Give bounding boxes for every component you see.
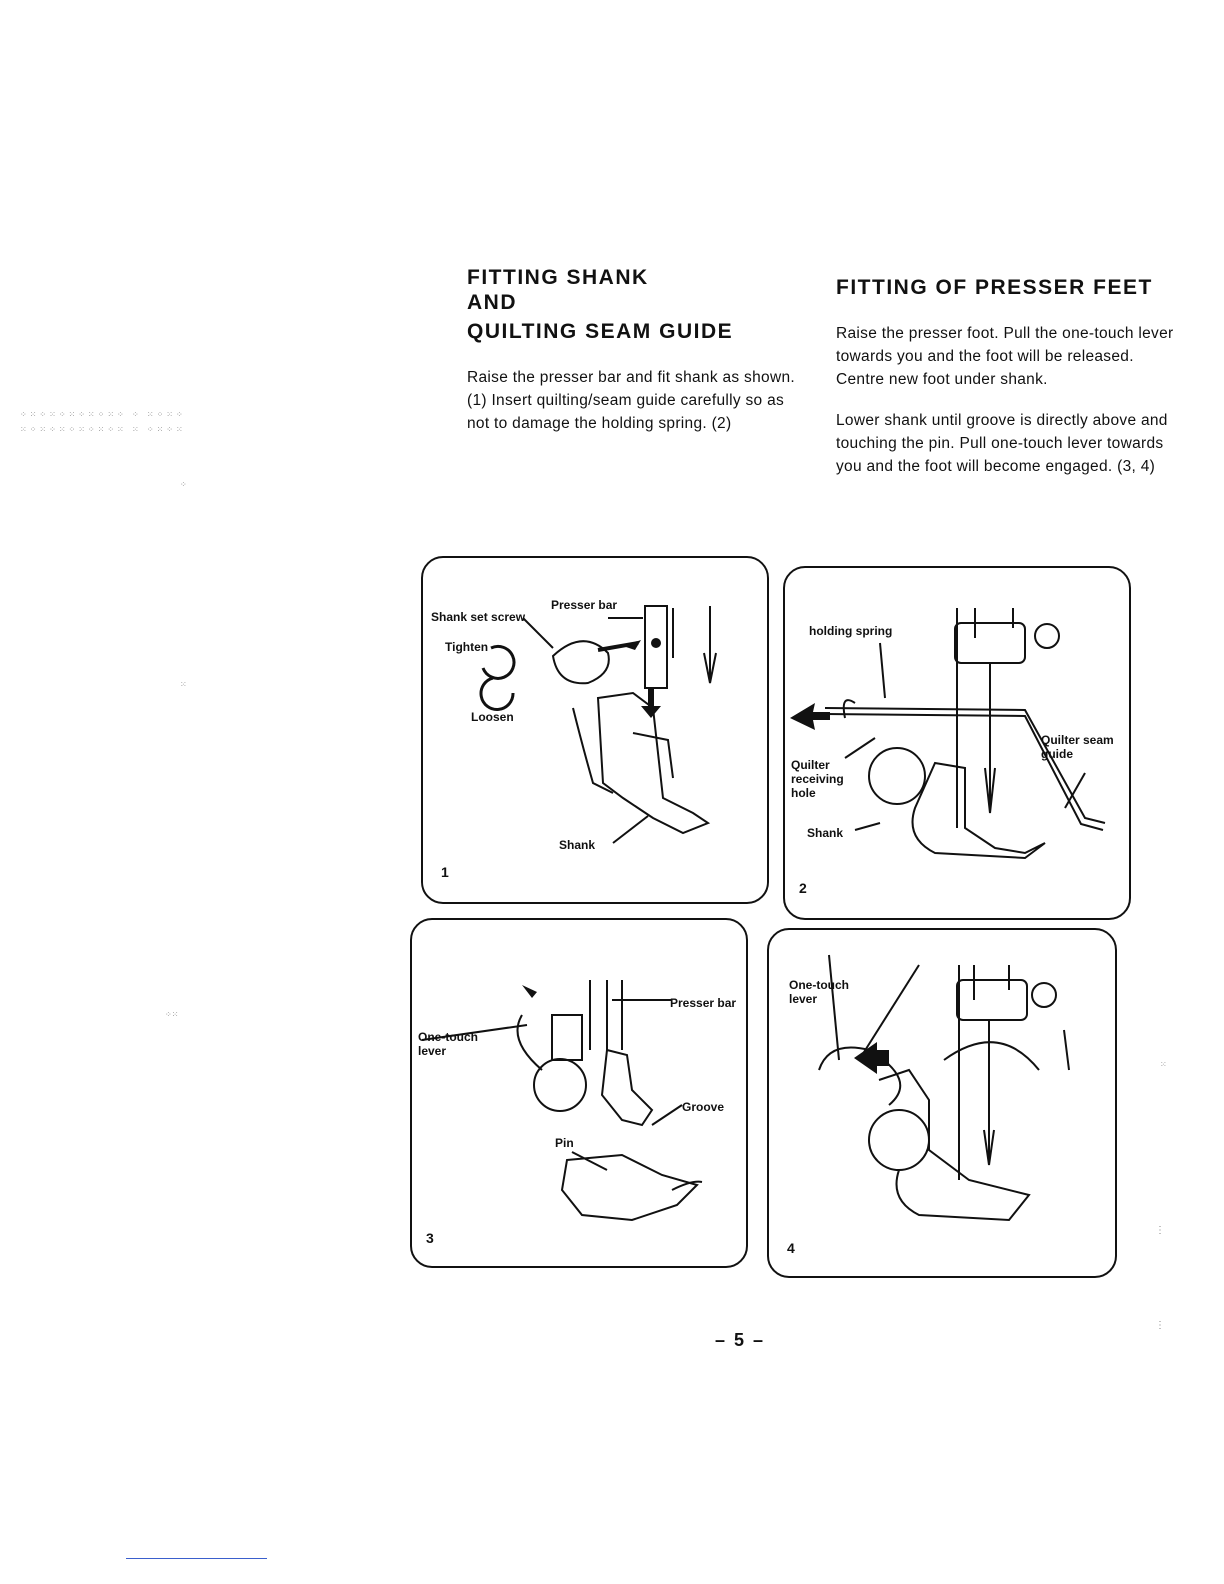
right-section <box>836 275 1176 478</box>
scan-artifact: ⁙ <box>180 680 187 689</box>
label-quilter-seam-guide: Quilter seam guide <box>1041 733 1114 761</box>
scan-artifact: ⋮ <box>1155 1320 1165 1331</box>
left-section <box>467 265 807 435</box>
label-loosen: Loosen <box>471 710 514 724</box>
right-para-2: Lower shank until groove is directly above and touching the pin. Pull one-touch lever towards you and the foot will become engaged. (3, 4) <box>836 412 1168 475</box>
bottom-rule <box>126 1558 267 1559</box>
label-shank-set-screw: Shank set screw <box>431 610 526 624</box>
scan-artifact: ⁘⁙⁘⁙⁘⁙⁘⁙⁘⁙⁘ ⁘ ⁙⁘⁙⁘ <box>20 410 186 419</box>
figure-number: 1 <box>441 864 449 880</box>
figure-number: 3 <box>426 1230 434 1246</box>
label-shank: Shank <box>807 826 844 840</box>
figure-2 <box>783 566 1131 920</box>
label-quilter-receiving-hole: Quilter receiving hole <box>791 758 844 800</box>
label-pin: Pin <box>555 1136 574 1150</box>
left-title-line-1: FITTING SHANK <box>467 266 649 289</box>
page-number: – 5 – <box>715 1330 766 1350</box>
left-title-line-3: QUILTING SEAM GUIDE <box>467 320 734 343</box>
scan-artifact: ⋮ <box>1155 1225 1165 1236</box>
label-presser-bar: Presser bar <box>551 598 618 612</box>
scan-artifact: ⁘ <box>180 480 187 489</box>
label-one-touch-lever: One-touch lever <box>418 1030 478 1058</box>
label-tighten: Tighten <box>445 640 489 654</box>
figure-4 <box>767 928 1117 1278</box>
left-body: Raise the presser bar and fit shank as shown. (1) Insert quilting/seam guide carefully so as not to damage the holding spring. (2) <box>467 369 795 432</box>
label-presser-bar: Presser bar <box>670 996 737 1010</box>
label-one-touch-lever: One-touch lever <box>789 978 849 1006</box>
scan-artifact: ⁙ <box>1160 1060 1167 1069</box>
label-holding-spring: holding spring <box>809 624 893 638</box>
figure-number: 4 <box>787 1240 795 1256</box>
label-shank: Shank <box>559 838 596 852</box>
figure-3-illustration <box>412 920 746 1266</box>
scan-artifact: ⁙⁘⁙⁘⁙⁘⁙⁘⁙⁘⁙ ⁙ ⁘⁙⁘⁙ <box>20 425 186 434</box>
figure-1 <box>421 556 769 904</box>
scan-artifact: ⁘⁙ <box>165 1010 179 1019</box>
label-groove: Groove <box>682 1100 725 1114</box>
left-title-line-2: AND <box>467 291 517 314</box>
figure-number: 2 <box>799 880 807 896</box>
right-para-1: Raise the presser foot. Pull the one-touch lever towards you and the foot will be released. Centre new foot under shank. <box>836 325 1174 388</box>
figure-3 <box>410 918 748 1268</box>
right-title: FITTING OF PRESSER FEET <box>836 276 1153 299</box>
